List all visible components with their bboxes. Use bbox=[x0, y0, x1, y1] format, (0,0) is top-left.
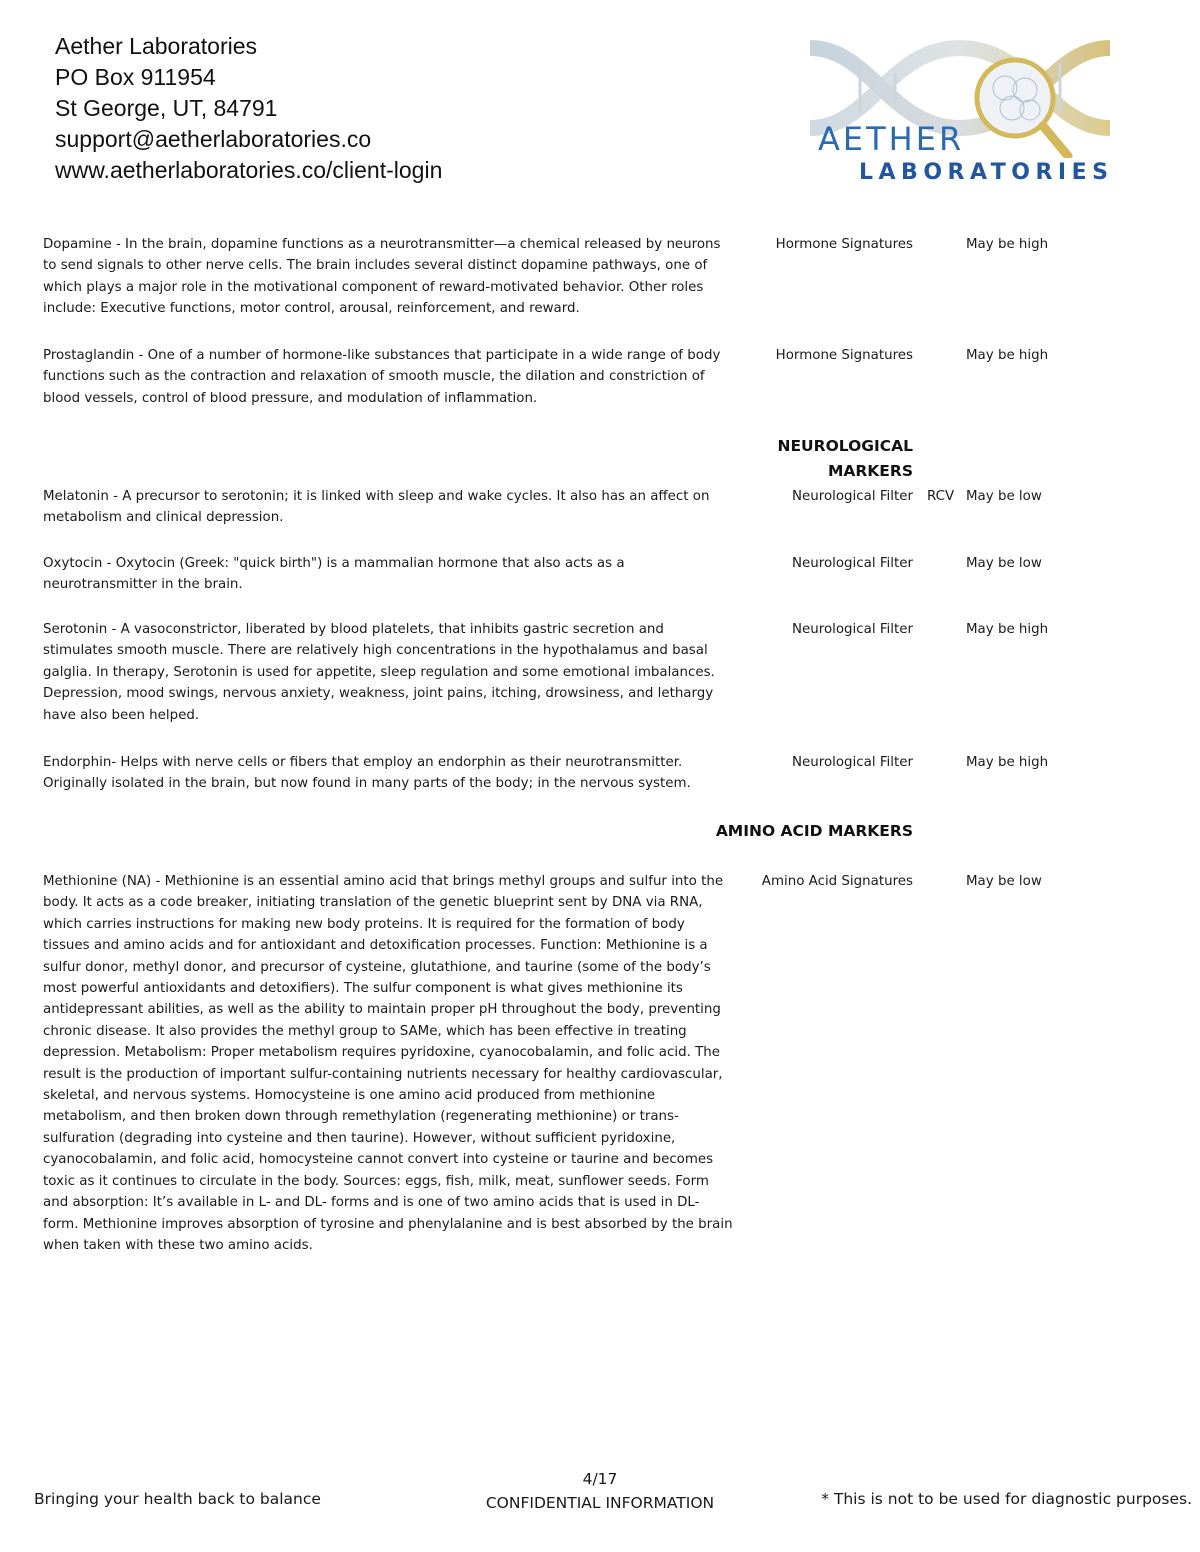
marker-result: May be high bbox=[966, 348, 1049, 363]
marker-category: Neurological Filter bbox=[792, 755, 913, 770]
marker-description: Serotonin - A vasoconstrictor, liberated by blood platelets, that inhibits gastric secretion and stimulates smooth muscle. There are relatively high concentrations in the hypothalamus and basal galglia. In therapy, Serotonin is used for appetite, sleep regulation and some emotional imbalances. Depression, mood swings, nervous anxiety, weakness, joint pains, itching, drowsiness, and lethargy have also been helped. bbox=[43, 622, 715, 723]
marker-result: May be high bbox=[966, 755, 1049, 770]
address-block bbox=[55, 31, 442, 186]
marker-description: Methionine (NA) - Methionine is an essential amino acid that brings methyl groups and sulfur into the body. It acts as a code breaker, initiating translation of the genetic blueprint sent by DNA via RNA, which carries instructions for making new body proteins. It is required for the formation of body tissues and amino acids and for antioxidant and detoxification processes. Function: Methionine is a sulfur donor, methyl donor, and precursor of cysteine, glutathione, and taurine (some of the body’s most powerful antioxidants and detoxifiers). The sulfur component is what gives methionine its antidepressant abilities, as well as the ability to maintain proper pH throughout the body, preventing chronic disease. It also provides the methyl group to SAMe, which has been effective in treating depression. Metabolism: Proper metabolism requires pyridoxine, cyanocobalamin, and folic acid. The result is the production of important sulfur-containing nutrients necessary for healthy cardiovascular, skeletal, and nervous systems. Homocysteine is one amino acid produced from methionine metabolism, and then broken down through remethylation (regenerating methionine) or trans-sulfuration (degrading into cysteine and then taurine). However, without sufficient pyridoxine, cyanocobalamin, and folic acid, homocysteine cannot convert into cysteine or taurine and becomes toxic as it continues to circulate in the body. Sources: eggs, fish, milk, meat, sunflower seeds. Form and absorption: It’s available in L- and DL- forms and is one of two amino acids that is used in DL-form. Methionine improves absorption of tyrosine and phenylalanine and is best absorbed by the brain when taken with these two amino acids. bbox=[43, 874, 733, 1253]
marker-category: Neurological Filter bbox=[792, 489, 913, 504]
marker-category: Hormone Signatures bbox=[775, 237, 913, 252]
marker-description: Melatonin - A precursor to serotonin; it is linked with sleep and wake cycles. It also has an affect on metabolism and clinical depression. bbox=[43, 489, 710, 526]
logo-wordmark-laboratories: LABORATORIES bbox=[859, 160, 1114, 185]
footer-tagline: Bringing your health back to balance bbox=[34, 1490, 321, 1508]
marker-result: May be low bbox=[966, 556, 1042, 571]
confidential-label: CONFIDENTIAL INFORMATION bbox=[485, 1494, 715, 1512]
po-box: PO Box 911954 bbox=[55, 64, 216, 90]
section-heading-neurological: NEUROLOGICAL MARKERS bbox=[777, 437, 913, 480]
marker-description: Oxytocin - Oxytocin (Greek: "quick birth") is a mammalian hormone that also acts as a neurotransmitter in the brain. bbox=[43, 556, 625, 593]
support-email: support@aetherlaboratories.co bbox=[55, 126, 372, 152]
marker-result: May be low bbox=[966, 874, 1042, 889]
marker-result: May be low bbox=[966, 489, 1042, 504]
marker-description: Prostaglandin - One of a number of hormone-like substances that participate in a wide range of body functions such as the contraction and relaxation of smooth muscle, the dilation and constriction of blood vessels, control of blood pressure, and modulation of inflammation. bbox=[43, 348, 721, 406]
marker-rcv-flag: RCV bbox=[927, 489, 955, 504]
marker-result: May be high bbox=[966, 622, 1049, 637]
marker-category: Amino Acid Signatures bbox=[761, 874, 913, 889]
marker-category: Neurological Filter bbox=[792, 556, 913, 571]
city-state-zip: St George, UT, 84791 bbox=[55, 95, 278, 121]
footer-center bbox=[450, 1467, 750, 1515]
marker-description: Endorphin- Helps with nerve cells or fibers that employ an endorphin as their neurotransmitter. Originally isolated in the brain, but now found in many parts of the body; in the nervous system. bbox=[43, 755, 691, 792]
footer-disclaimer: * This is not to be used for diagnostic purposes. bbox=[821, 1490, 1192, 1508]
marker-category: Neurological Filter bbox=[792, 622, 913, 637]
section-heading-amino-acid: AMINO ACID MARKERS bbox=[715, 822, 913, 840]
marker-description: Dopamine - In the brain, dopamine functions as a neurotransmitter—a chemical released by neurons to send signals to other nerve cells. The brain includes several distinct dopamine pathways, one of which plays a major role in the motivational component of reward-motivated behavior. Other roles include: Executive functions, motor control, arousal, reinforcement, and reward. bbox=[43, 237, 721, 317]
marker-category: Hormone Signatures bbox=[775, 348, 913, 363]
company-name: Aether Laboratories bbox=[55, 33, 258, 59]
aether-logo bbox=[800, 28, 1120, 193]
website-url: www.aetherlaboratories.co/client-login bbox=[55, 157, 443, 183]
logo-wordmark-aether: AETHER bbox=[818, 120, 965, 158]
page-number: 4/17 bbox=[582, 1470, 618, 1488]
marker-result: May be high bbox=[966, 237, 1049, 252]
